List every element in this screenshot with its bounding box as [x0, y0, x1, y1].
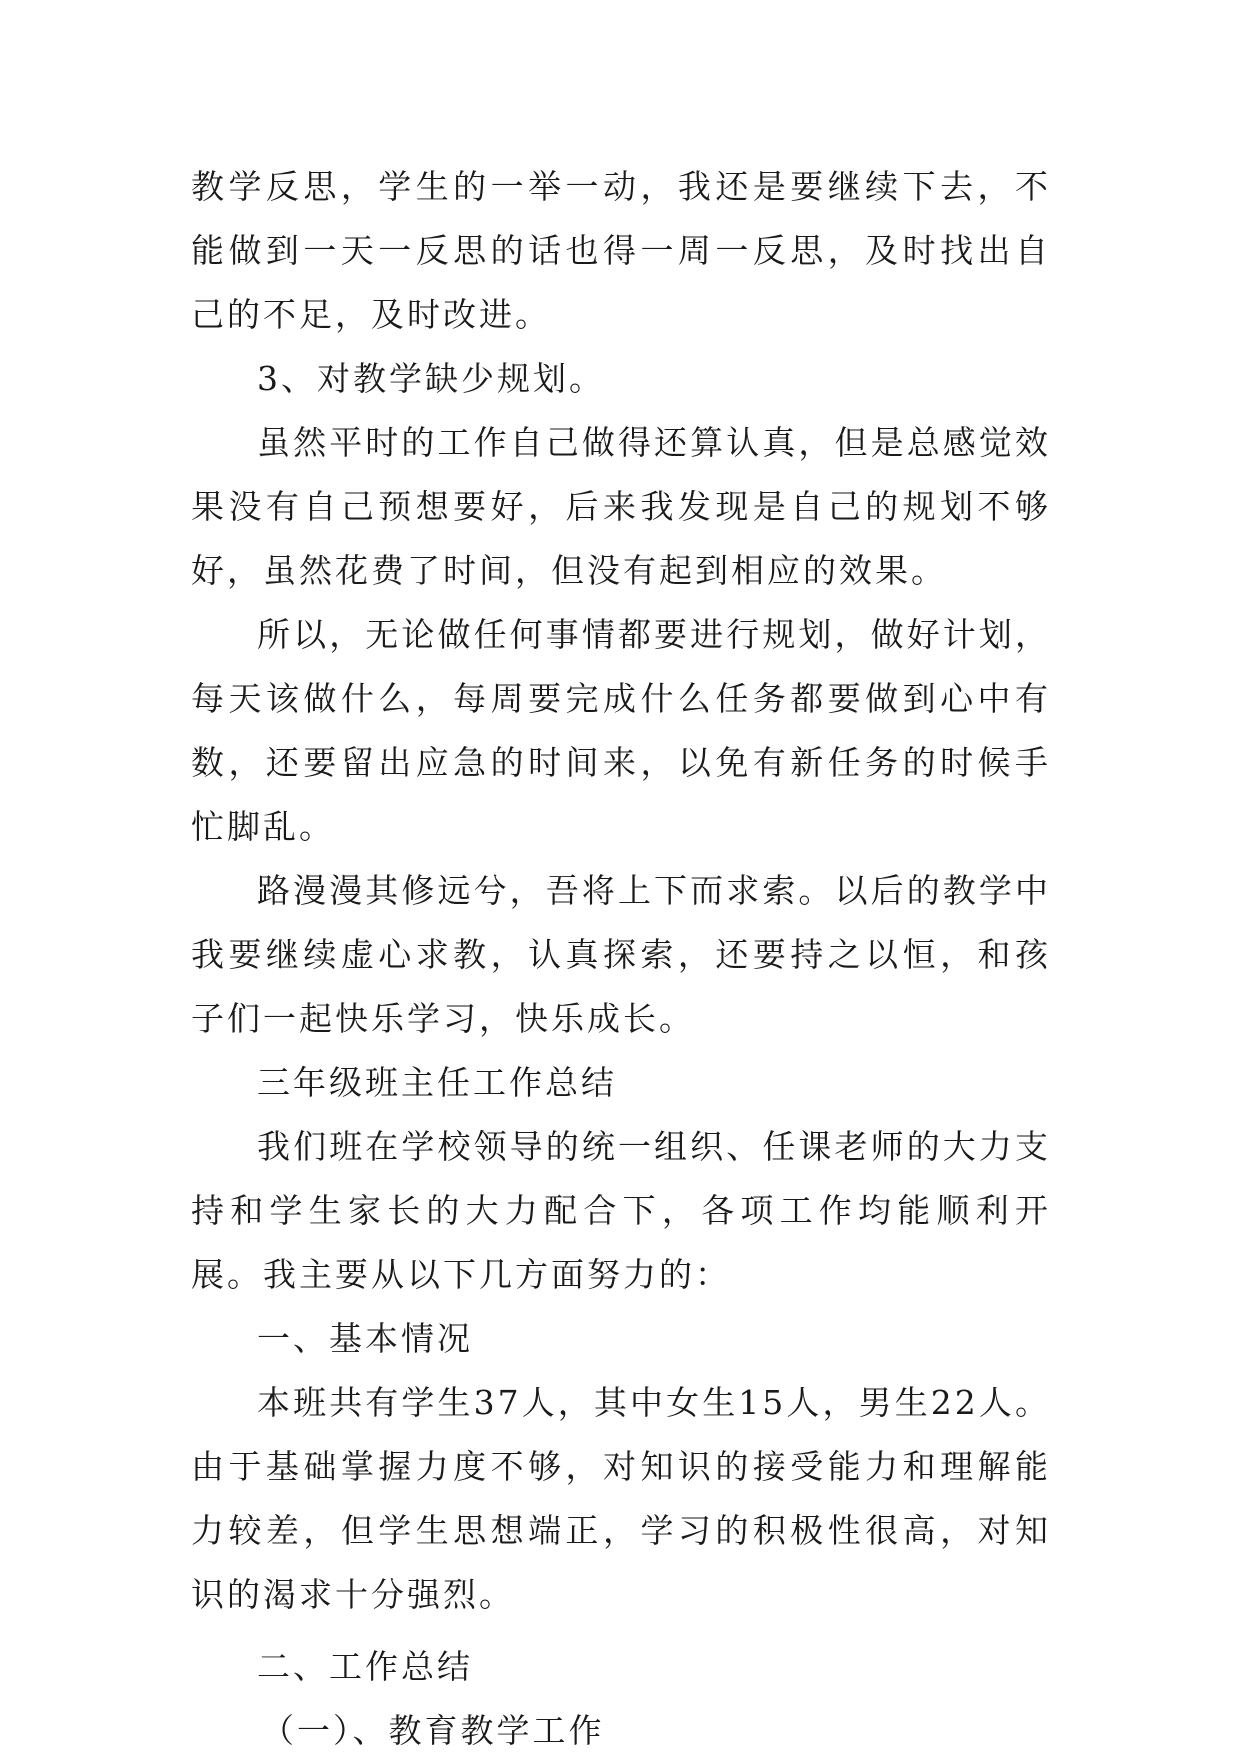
- paragraph-class-intro: 我们班在学校领导的统一组织、任课老师的大力支持和学生家长的大力配合下，各项工作均能顺利开展。我主要从以下几方面努力的：: [191, 1127, 1051, 1294]
- heading-lack-of-planning: 3、对教学缺少规划。: [257, 359, 605, 398]
- heading-summary-title: 三年级班主任工作总结: [257, 1063, 617, 1102]
- paragraph-planning-advice: 所以，无论做任何事情都要进行规划，做好计划，每天该做什么，每周要完成什么任务都要做到心中有数，还要留出应急的时间来，以免有新任务的时候手忙脚乱。: [191, 615, 1051, 846]
- heading-basic-situation: 一、基本情况: [257, 1319, 473, 1358]
- paragraph-reflection-continue: 教学反思，学生的一举一动，我还是要继续下去，不能做到一天一反思的话也得一周一反思，及时找出自己的不足，及时改进。: [191, 167, 1051, 334]
- heading-teaching-work: （一）、教育教学工作: [261, 1711, 605, 1750]
- paragraph-future-outlook: 路漫漫其修远兮，吾将上下而求索。以后的教学中我要继续虚心求教，认真探索，还要持之以恒，和孩子们一起快乐学习，快乐成长。: [191, 871, 1051, 1038]
- paragraph-planning-effect: 虽然平时的工作自己做得还算认真，但是总感觉效果没有自己预想要好，后来我发现是自己的规划不够好，虽然花费了时间，但没有起到相应的效果。: [191, 423, 1051, 590]
- paragraph-gap: [191, 1627, 1051, 1635]
- document-body: [191, 155, 1051, 1763]
- paragraph-basic-situation: 本班共有学生37人，其中女生15人，男生22人。由于基础掌握力度不够，对知识的接受能力和理解能力较差，但学生思想端正，学习的积极性很高，对知识的渴求十分强烈。: [191, 1383, 1051, 1614]
- heading-work-summary: 二、工作总结: [257, 1647, 473, 1686]
